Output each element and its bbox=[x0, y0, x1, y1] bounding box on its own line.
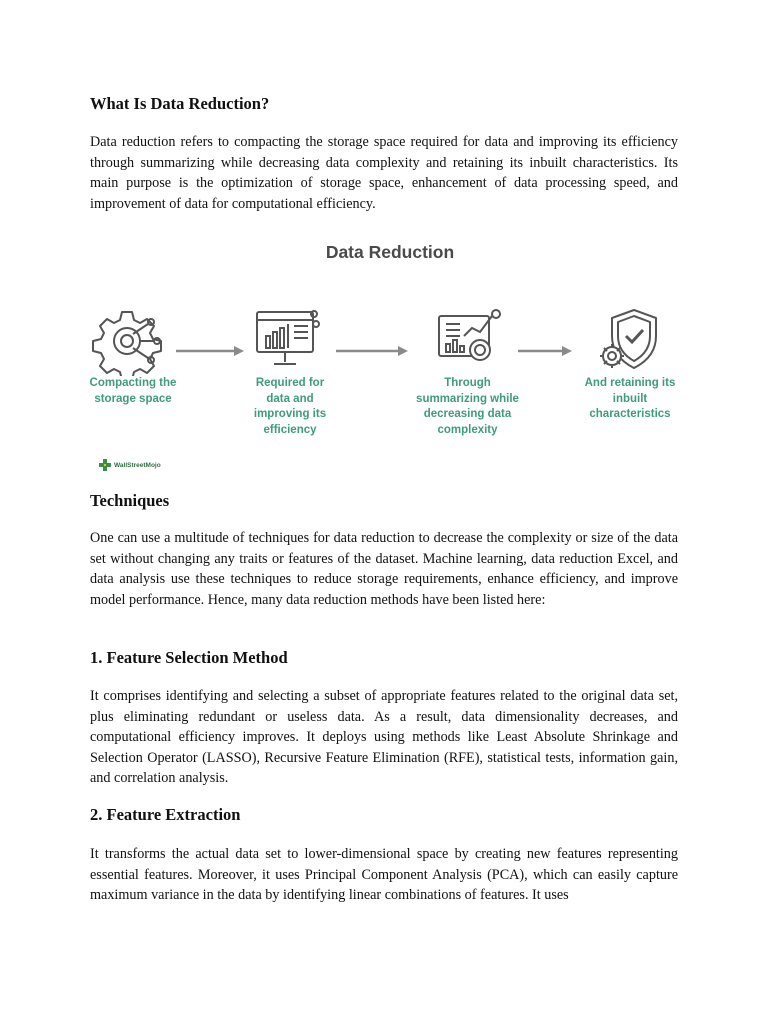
step-label-1: Compacting the storage space bbox=[89, 377, 177, 405]
step-label-2: Required for data and improving its efficiency bbox=[253, 377, 327, 436]
arrow-icon bbox=[176, 345, 246, 357]
logo-text: WallStreetMojo bbox=[114, 461, 161, 469]
paragraph-techniques: One can use a multitude of techniques for data reduction to decrease the complexity or size of the data set without changing any traits or features of the dataset. Machine learning, data reduction Excel, and data analysis use these techniques to reduce storage requirements, enhance efficiency, and improve model performance. Hence, many data reduction methods have been listed here: bbox=[90, 530, 678, 608]
paragraph-feature-selection: It comprises identifying and selecting a subset of appropriate features related to the original data set, plus eliminating redundant or useless data. As a result, data dimensionality decreases, and computational efficiency improves. It deploys using methods like Least Absolute Shrinkage and Selection Operator (LASSO), Recursive Feature Elimination (RFE), statistical tests, information gain, and correlation analysis. bbox=[90, 688, 678, 786]
step-label-3: Through summarizing while decreasing data complexity bbox=[416, 377, 519, 436]
diagram-title: Data Reduction bbox=[325, 242, 455, 262]
heading-feature-selection: 1. Feature Selection Method bbox=[90, 648, 288, 667]
data-reduction-diagram bbox=[90, 230, 678, 480]
wallstreetmojo-logo bbox=[98, 458, 161, 472]
heading-feature-extraction: 2. Feature Extraction bbox=[90, 805, 241, 824]
arrow-icon bbox=[336, 345, 410, 357]
shield-check-icon bbox=[596, 306, 666, 372]
step-label-4: And retaining its inbuilt characteristics bbox=[584, 377, 676, 420]
arrow-icon bbox=[518, 345, 574, 357]
paragraph-feature-extraction: It transforms the actual data set to lower-dimensional space by creating new features representing essential features. Moreover, it uses Principal Component Analysis (PCA), which can easily capture maximum variance in the data by identifying linear combinations of features. It uses bbox=[90, 846, 678, 903]
logo-icon bbox=[98, 458, 112, 472]
heading-techniques: Techniques bbox=[90, 491, 170, 510]
paragraph-definition: Data reduction refers to compacting the storage space required for data and improving its efficiency through summarizing while decreasing data complexity and retaining its inbuilt characteristics. Its main purpose is the optimization of storage space, enhancement of data processing speed, and improvement of data for computational efficiency. bbox=[90, 134, 678, 212]
heading-what-is-data-reduction: What Is Data Reduction? bbox=[90, 94, 270, 113]
dashboard-analytics-icon bbox=[436, 308, 502, 370]
monitor-chart-icon bbox=[254, 308, 320, 370]
gear-circuit-icon bbox=[92, 306, 162, 376]
